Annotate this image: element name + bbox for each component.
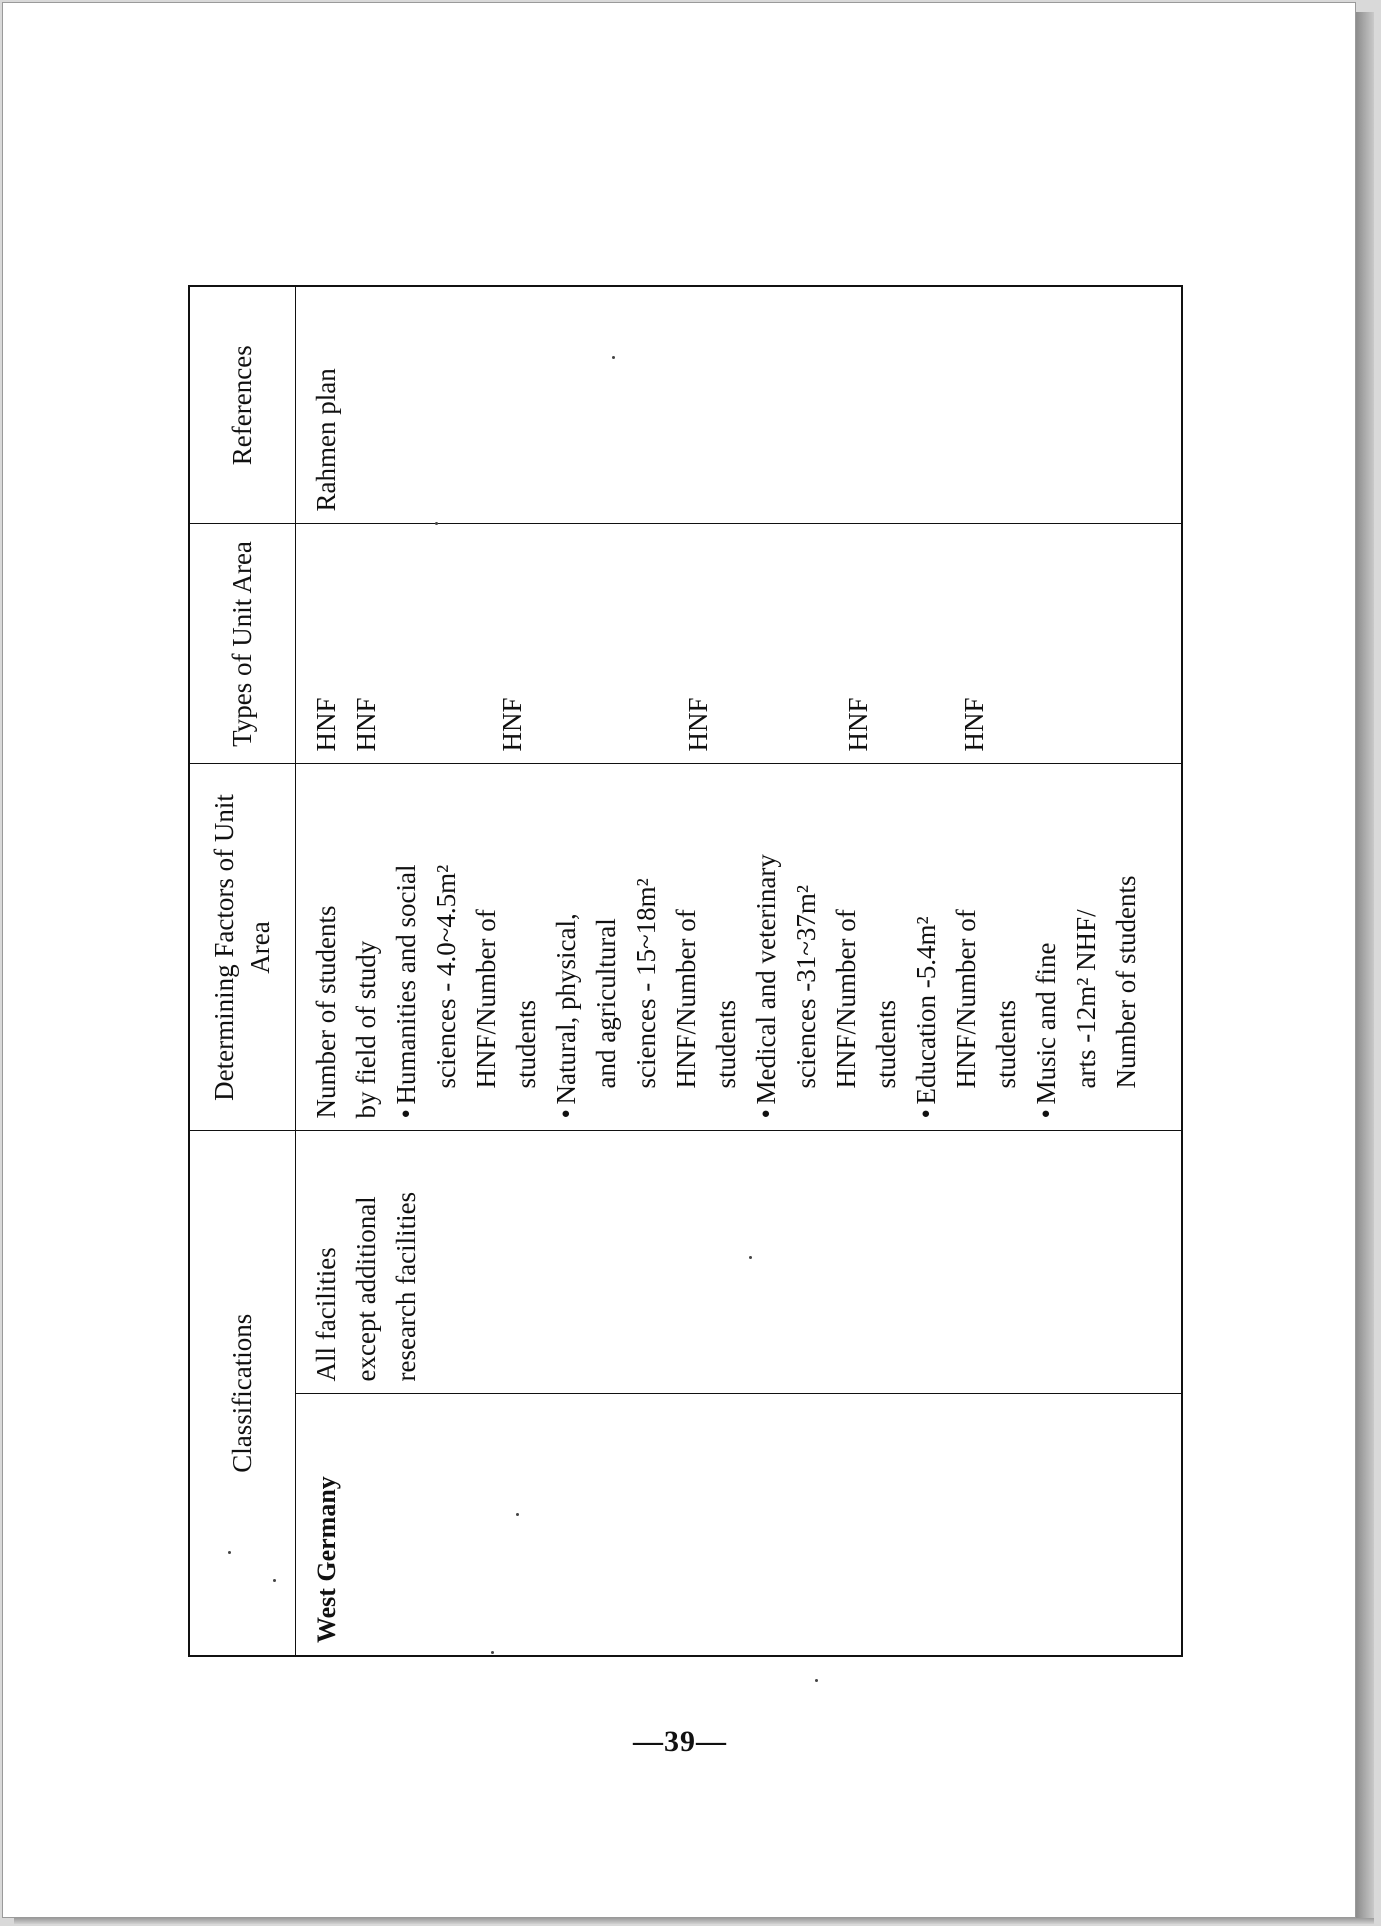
unit-area-table <box>188 285 1183 1657</box>
country-name: West Germany <box>311 1476 341 1643</box>
cell-facilities <box>295 1131 1182 1394</box>
factor-line: Number of students <box>310 905 341 1119</box>
factor-item <box>306 776 386 1118</box>
factor-item <box>386 776 546 1118</box>
factor-line: sciences - 15~18m² <box>630 878 661 1089</box>
factor-line: students <box>990 999 1021 1089</box>
document-page <box>2 2 1356 1918</box>
bullet-icon: • <box>390 1109 421 1119</box>
table-row <box>295 286 1182 1656</box>
factor-line: students <box>510 999 541 1089</box>
factor-item <box>746 776 906 1118</box>
page-shadow-right <box>1356 12 1374 1922</box>
header-classifications: Classifications <box>189 1131 295 1656</box>
facility-line: except additional <box>350 1196 381 1382</box>
factor-item <box>546 776 746 1118</box>
facility-line: All facilities <box>310 1247 341 1382</box>
factor-line: sciences - 4.0~4.5m² <box>430 864 461 1089</box>
scan-speck <box>516 1513 519 1516</box>
factor-line: by field of study <box>350 940 381 1119</box>
scan-speck <box>228 1551 231 1554</box>
factor-line: Medical and veterinary <box>750 854 781 1105</box>
rotated-table-container <box>188 287 1183 1657</box>
type-value: HNF <box>958 697 989 752</box>
factor-line: sciences -31~37m² <box>790 885 821 1089</box>
scan-speck <box>749 1256 752 1259</box>
type-value: HNF <box>496 697 527 752</box>
factor-line: arts -12m² NHF/ <box>1070 909 1101 1089</box>
scan-speck <box>273 1579 276 1582</box>
bullet-icon: • <box>1030 1109 1061 1119</box>
type-value: HNF <box>842 697 873 752</box>
factor-item <box>906 776 1026 1118</box>
factor-line: HNF/Number of <box>670 909 701 1089</box>
factor-line: Education -5.4m² <box>910 916 941 1105</box>
page-shadow-bottom <box>14 1918 1374 1924</box>
facility-line: research facilities <box>390 1191 421 1382</box>
scan-speck <box>815 1679 818 1682</box>
header-types-of-unit-area: Types of Unit Area <box>189 524 295 764</box>
factor-item <box>1026 776 1146 1118</box>
reference-value: Rahmen plan <box>310 368 341 512</box>
page-number: —39— <box>633 1725 727 1758</box>
type-value: HNF <box>310 697 341 752</box>
factor-line: students <box>870 999 901 1089</box>
factor-line: Humanities and social <box>390 864 421 1105</box>
scan-speck <box>612 356 615 359</box>
factor-line: students <box>710 999 741 1089</box>
factor-line: Number of students <box>1110 875 1141 1089</box>
bullet-icon: • <box>910 1109 941 1119</box>
header-row <box>189 286 295 1656</box>
header-determining-factors: Determining Factors of Unit Area <box>189 764 295 1131</box>
factor-line: HNF/Number of <box>470 909 501 1089</box>
scan-speck <box>435 522 438 525</box>
bullet-icon: • <box>750 1109 781 1119</box>
header-references: References <box>189 286 295 524</box>
factor-line: HNF/Number of <box>830 909 861 1089</box>
factor-line: HNF/Number of <box>950 909 981 1089</box>
cell-determining-factors <box>295 764 1182 1131</box>
factor-line: and agricultural <box>590 918 621 1089</box>
type-value: HNF <box>682 697 713 752</box>
factor-line: Natural, physical, <box>550 913 581 1105</box>
factor-line: Music and fine <box>1030 942 1061 1105</box>
cell-country <box>295 1394 1182 1656</box>
bullet-icon: • <box>550 1109 581 1119</box>
cell-types <box>295 524 1182 764</box>
type-value: HNF <box>350 697 381 752</box>
cell-references <box>295 286 1182 524</box>
scan-speck <box>491 1651 494 1654</box>
